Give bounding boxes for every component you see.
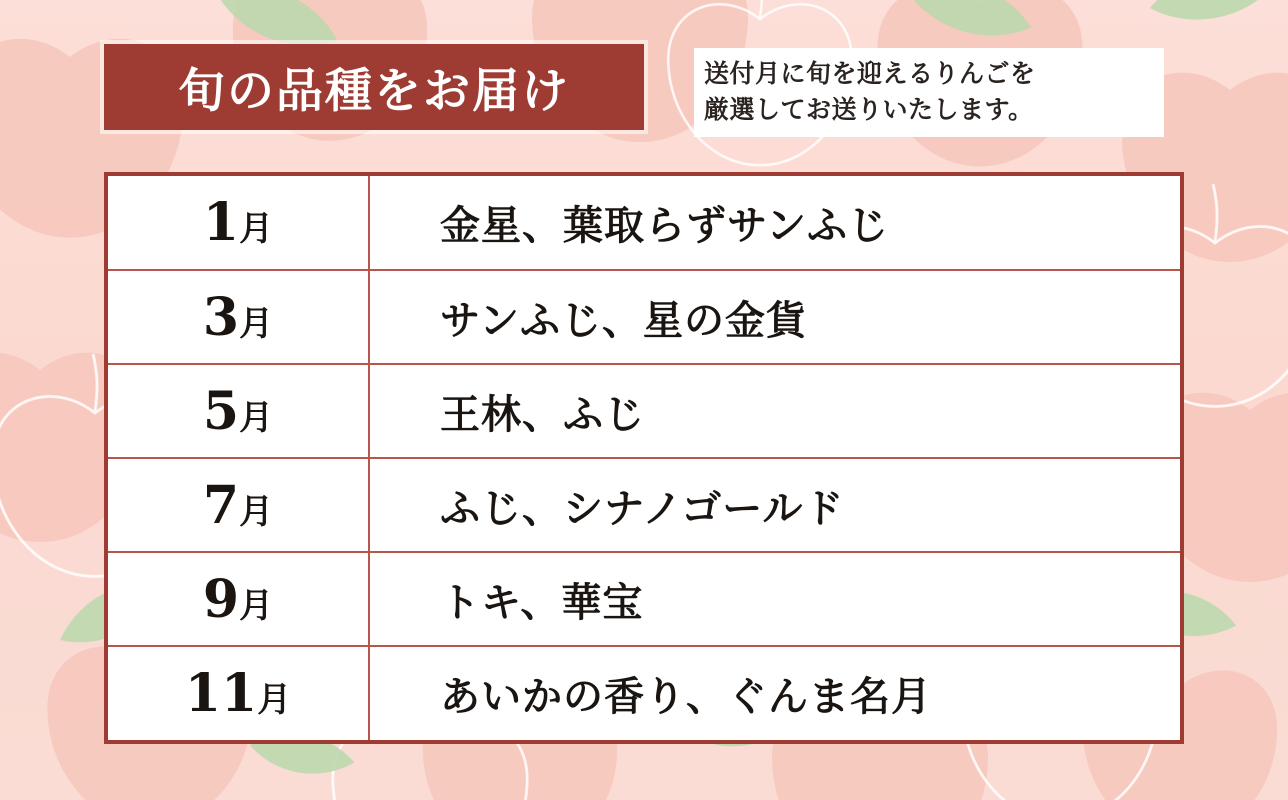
- month-number: 3: [202, 286, 240, 348]
- month-number: 11: [184, 663, 258, 724]
- variety-cell: 王林、ふじ: [369, 364, 1180, 458]
- month-unit: 月: [239, 303, 274, 344]
- month-cell: [108, 646, 369, 740]
- month-cell: [108, 552, 369, 646]
- month-number: 7: [202, 474, 240, 536]
- title-ribbon: [104, 44, 644, 130]
- month-number: 9: [202, 568, 240, 630]
- month-unit: 月: [239, 491, 274, 532]
- subtitle-box: [694, 48, 1164, 137]
- month-unit: 月: [239, 397, 274, 438]
- table-row: [108, 552, 1180, 646]
- table-row: [108, 364, 1180, 458]
- schedule-table: [108, 176, 1180, 740]
- variety-cell: 金星、葉取らずサンふじ: [440, 202, 889, 249]
- table-row: [108, 176, 1180, 270]
- month-number: 1: [202, 192, 240, 253]
- page-title: 旬の品種をお届け: [178, 63, 570, 119]
- subtitle-line-2: 厳選してお送りいたします。: [704, 94, 1034, 124]
- table-row: [108, 646, 1180, 740]
- subtitle-line-1: 送付月に旬を迎えるりんごを: [704, 59, 1036, 88]
- variety-cell: あいかの香り、ぐんま名月: [369, 646, 1180, 740]
- month-cell: [108, 176, 369, 270]
- variety-cell: トキ、華宝: [369, 552, 1180, 646]
- variety-cell: サンふじ、星の金貨: [369, 270, 1180, 364]
- month-unit: 月: [239, 209, 274, 249]
- table-row: [108, 270, 1180, 364]
- month-unit: 月: [239, 585, 274, 626]
- schedule-table-container: [104, 172, 1184, 744]
- month-unit: 月: [257, 680, 292, 720]
- variety-cell: ふじ、シナノゴールド: [369, 458, 1180, 552]
- month-cell: [108, 458, 369, 552]
- month-number: 5: [202, 380, 240, 442]
- table-row: [108, 458, 1180, 552]
- month-cell: [108, 270, 369, 364]
- month-cell: [108, 364, 369, 458]
